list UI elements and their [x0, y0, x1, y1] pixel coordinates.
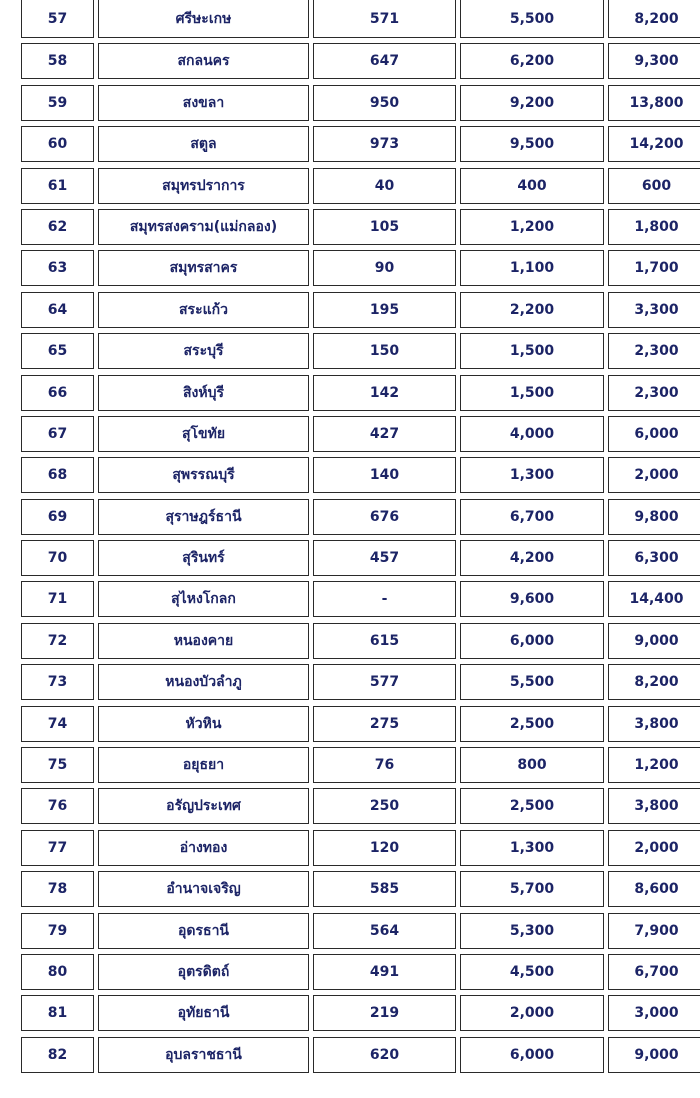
rate-b-cell: 8,200 — [608, 664, 700, 700]
distance-cell: 40 — [313, 168, 456, 204]
row-number-cell: 82 — [21, 1037, 94, 1073]
table-row — [21, 0, 679, 41]
distance-cell: 577 — [313, 664, 456, 700]
rate-b-cell: 14,200 — [608, 126, 700, 162]
row-number-cell: 61 — [21, 168, 94, 204]
row-number-cell: 62 — [21, 209, 94, 245]
rate-a-cell: 1,500 — [460, 333, 604, 369]
row-number-cell: 81 — [21, 995, 94, 1031]
rate-a-cell: 2,500 — [460, 788, 604, 824]
rate-b-cell: 2,300 — [608, 333, 700, 369]
province-cell: อ่างทอง — [98, 830, 309, 866]
province-cell: สมุทรปราการ — [98, 168, 309, 204]
distance-cell: 275 — [313, 706, 456, 742]
row-number-cell: 58 — [21, 43, 94, 79]
table-row — [21, 828, 679, 869]
province-cell: สกลนคร — [98, 43, 309, 79]
rate-b-cell: 8,600 — [608, 871, 700, 907]
distance-cell: 90 — [313, 250, 456, 286]
rate-a-cell: 6,700 — [460, 499, 604, 535]
table-row — [21, 207, 679, 248]
province-cell: อำนาจเจริญ — [98, 871, 309, 907]
row-number-cell: 64 — [21, 292, 94, 328]
province-cell: อุตรดิตถ์ — [98, 954, 309, 990]
rate-b-cell: 9,000 — [608, 623, 700, 659]
distance-cell: 195 — [313, 292, 456, 328]
table-row — [21, 124, 684, 165]
province-cell: สมุทรสงคราม(แม่กลอง) — [98, 209, 309, 245]
rate-a-cell: 400 — [460, 168, 604, 204]
rate-a-cell: 9,500 — [460, 126, 604, 162]
rate-b-cell: 1,700 — [608, 250, 700, 286]
province-cell: หัวหิน — [98, 706, 309, 742]
province-cell: สุราษฎร์ธานี — [98, 499, 309, 535]
distance-cell: 150 — [313, 333, 456, 369]
table-row — [21, 373, 679, 414]
province-cell: สุโขทัย — [98, 416, 309, 452]
province-cell: หนองบัวลำภู — [98, 664, 309, 700]
distance-cell: 140 — [313, 457, 456, 493]
table-row — [21, 786, 679, 827]
row-number-cell: 72 — [21, 623, 94, 659]
row-number-cell: 75 — [21, 747, 94, 783]
rate-a-cell: 5,300 — [460, 913, 604, 949]
distance-cell: 219 — [313, 995, 456, 1031]
table-row — [21, 414, 679, 455]
table-row — [21, 248, 679, 289]
province-cell: อยุธยา — [98, 747, 309, 783]
rate-b-cell: 2,300 — [608, 375, 700, 411]
rate-a-cell: 1,300 — [460, 830, 604, 866]
rate-a-cell: 1,300 — [460, 457, 604, 493]
table-row — [21, 869, 679, 910]
row-number-cell: 66 — [21, 375, 94, 411]
rate-a-cell: 800 — [460, 747, 604, 783]
rate-b-cell: 6,000 — [608, 416, 700, 452]
row-number-cell: 68 — [21, 457, 94, 493]
row-number-cell: 71 — [21, 581, 94, 617]
province-cell: สุไหงโกลก — [98, 581, 309, 617]
rate-b-cell: 3,300 — [608, 292, 700, 328]
rate-b-cell: 1,800 — [608, 209, 700, 245]
distance-cell: 950 — [313, 85, 456, 121]
province-cell: ศรีษะเกษ — [98, 0, 309, 38]
distance-cell: 427 — [313, 416, 456, 452]
province-cell: สระแก้ว — [98, 292, 309, 328]
table-row — [21, 83, 684, 124]
distance-cell: 250 — [313, 788, 456, 824]
row-number-cell: 80 — [21, 954, 94, 990]
table-row — [21, 952, 679, 993]
province-cell: สุพรรณบุรี — [98, 457, 309, 493]
rate-a-cell: 1,500 — [460, 375, 604, 411]
province-cell: สระบุรี — [98, 333, 309, 369]
distance-cell: 142 — [313, 375, 456, 411]
rate-a-cell: 6,000 — [460, 623, 604, 659]
province-cell: สิงห์บุรี — [98, 375, 309, 411]
rate-a-cell: 2,200 — [460, 292, 604, 328]
distance-cell: 105 — [313, 209, 456, 245]
rate-b-cell: 600 — [608, 168, 700, 204]
province-cell: สุรินทร์ — [98, 540, 309, 576]
rate-b-cell: 3,800 — [608, 706, 700, 742]
distance-cell: 571 — [313, 0, 456, 38]
province-cell: สตูล — [98, 126, 309, 162]
table-row — [21, 538, 679, 579]
row-number-cell: 76 — [21, 788, 94, 824]
table-row — [21, 290, 679, 331]
rate-a-cell: 1,100 — [460, 250, 604, 286]
row-number-cell: 69 — [21, 499, 94, 535]
table-row — [21, 704, 679, 745]
province-cell: อรัญประเทศ — [98, 788, 309, 824]
rate-b-cell: 9,000 — [608, 1037, 700, 1073]
table-row — [21, 621, 679, 662]
row-number-cell: 63 — [21, 250, 94, 286]
table-row — [21, 993, 679, 1034]
distance-cell: 620 — [313, 1037, 456, 1073]
row-number-cell: 74 — [21, 706, 94, 742]
table-row — [21, 911, 679, 952]
rate-b-cell: 14,400 — [608, 581, 700, 617]
distance-cell: 585 — [313, 871, 456, 907]
rate-b-cell: 7,900 — [608, 913, 700, 949]
row-number-cell: 60 — [21, 126, 94, 162]
rate-a-cell: 4,200 — [460, 540, 604, 576]
table-row — [21, 166, 674, 207]
rate-a-cell: 2,000 — [460, 995, 604, 1031]
row-number-cell: 67 — [21, 416, 94, 452]
rate-a-cell: 9,200 — [460, 85, 604, 121]
table-row — [21, 745, 679, 786]
rate-a-cell: 2,500 — [460, 706, 604, 742]
rate-a-cell: 9,600 — [460, 581, 604, 617]
distance-cell: 676 — [313, 499, 456, 535]
rate-a-cell: 4,500 — [460, 954, 604, 990]
rate-a-cell: 6,000 — [460, 1037, 604, 1073]
rate-a-cell: 1,200 — [460, 209, 604, 245]
rate-b-cell: 13,800 — [608, 85, 700, 121]
province-cell: หนองคาย — [98, 623, 309, 659]
rate-b-cell: 2,000 — [608, 830, 700, 866]
distance-cell: 564 — [313, 913, 456, 949]
row-number-cell: 57 — [21, 0, 94, 38]
province-cell: สมุทรสาคร — [98, 250, 309, 286]
province-cell: อุบลราชธานี — [98, 1037, 309, 1073]
rate-b-cell: 9,300 — [608, 43, 700, 79]
rate-table — [21, 0, 684, 1076]
rate-b-cell: 6,700 — [608, 954, 700, 990]
row-number-cell: 77 — [21, 830, 94, 866]
row-number-cell: 73 — [21, 664, 94, 700]
row-number-cell: 70 — [21, 540, 94, 576]
table-row — [21, 455, 679, 496]
table-row — [21, 662, 679, 703]
table-row — [21, 497, 679, 538]
table-row — [21, 41, 679, 82]
row-number-cell: 78 — [21, 871, 94, 907]
rate-a-cell: 5,700 — [460, 871, 604, 907]
rate-a-cell: 4,000 — [460, 416, 604, 452]
row-number-cell: 59 — [21, 85, 94, 121]
rate-b-cell: 3,000 — [608, 995, 700, 1031]
table-row — [21, 331, 679, 372]
rate-a-cell: 5,500 — [460, 664, 604, 700]
distance-cell: 615 — [313, 623, 456, 659]
rate-b-cell: 3,800 — [608, 788, 700, 824]
rate-a-cell: 6,200 — [460, 43, 604, 79]
row-number-cell: 65 — [21, 333, 94, 369]
distance-cell: 76 — [313, 747, 456, 783]
table-row — [21, 1035, 679, 1076]
rate-b-cell: 1,200 — [608, 747, 700, 783]
province-cell: อุทัยธานี — [98, 995, 309, 1031]
distance-cell: 457 — [313, 540, 456, 576]
rate-b-cell: 6,300 — [608, 540, 700, 576]
row-number-cell: 79 — [21, 913, 94, 949]
distance-cell: 647 — [313, 43, 456, 79]
rate-a-cell: 5,500 — [460, 0, 604, 38]
province-cell: อุดรธานี — [98, 913, 309, 949]
table-row — [21, 579, 684, 620]
rate-b-cell: 8,200 — [608, 0, 700, 38]
distance-cell: 491 — [313, 954, 456, 990]
distance-cell: 120 — [313, 830, 456, 866]
distance-cell: - — [313, 581, 456, 617]
distance-cell: 973 — [313, 126, 456, 162]
province-cell: สงขลา — [98, 85, 309, 121]
rate-b-cell: 2,000 — [608, 457, 700, 493]
rate-b-cell: 9,800 — [608, 499, 700, 535]
